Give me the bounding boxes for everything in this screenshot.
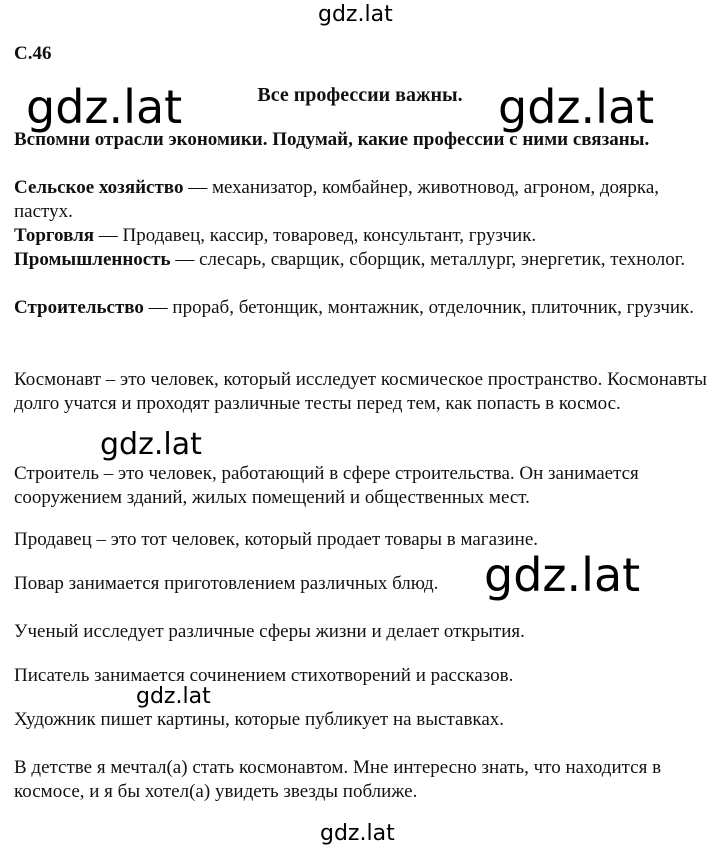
sector-name: Строительство <box>14 297 144 318</box>
paragraph: Повар занимается приготовлением различных блюд. <box>14 573 439 594</box>
watermark: gdz.lat <box>26 80 183 134</box>
watermark: gdz.lat <box>318 2 393 27</box>
watermark: gdz.lat <box>498 80 655 134</box>
page-title: Все профессии важны. <box>257 84 463 106</box>
sector-name: Промышленность <box>14 249 171 270</box>
sector-professions: — прораб, бетонщик, монтажник, отделочник, плиточник, грузчик. <box>143 297 695 318</box>
paragraph: Писатель занимается сочинением стихотворений и рассказов. <box>14 665 514 686</box>
paragraph: В детстве я мечтал(а) стать космонавтом. Мне интересно знать, что находится в космосе, и я бы хотел(а) увидеть звезды поближе. <box>14 757 662 802</box>
sector-professions: — механизатор, комбайнер, животновод, агроном, доярка, пастух. <box>14 177 660 222</box>
sector-item <box>14 248 714 272</box>
paragraph: Продавец – это тот человек, который продает товары в магазине. <box>14 529 539 550</box>
page-number: С.46 <box>14 43 52 64</box>
watermark: gdz.lat <box>100 427 202 462</box>
watermark: gdz.lat <box>136 684 211 709</box>
sector-name: Сельское хозяйство <box>14 177 184 198</box>
paragraph: Космонавт – это человек, который исследует космическое пространство. Космонавты долго учатся и проходят различные тесты перед тем, как попасть в космос. <box>14 369 707 414</box>
sector-item <box>14 224 714 248</box>
paragraph: Ученый исследует различные сферы жизни и делает открытия. <box>14 621 525 642</box>
paragraph: Строитель – это человек, работающий в сфере строительства. Он занимается сооружением зданий, жилых помещений и общественных мест. <box>14 463 639 508</box>
watermark: gdz.lat <box>320 821 395 846</box>
watermark: gdz.lat <box>484 548 641 602</box>
sector-item <box>14 296 714 320</box>
paragraph: Художник пишет картины, которые публикует на выставках. <box>14 709 505 730</box>
sector-professions: — слесарь, сварщик, сборщик, металлург, энергетик, технолог. <box>170 249 686 270</box>
sector-professions: — Продавец, кассир, товаровед, консультант, грузчик. <box>94 225 537 246</box>
sector-name: Торговля <box>14 225 95 246</box>
sector-item <box>14 176 714 224</box>
task-text: Вспомни отрасли экономики. Подумай, какие профессии с ними связаны. <box>14 129 650 150</box>
